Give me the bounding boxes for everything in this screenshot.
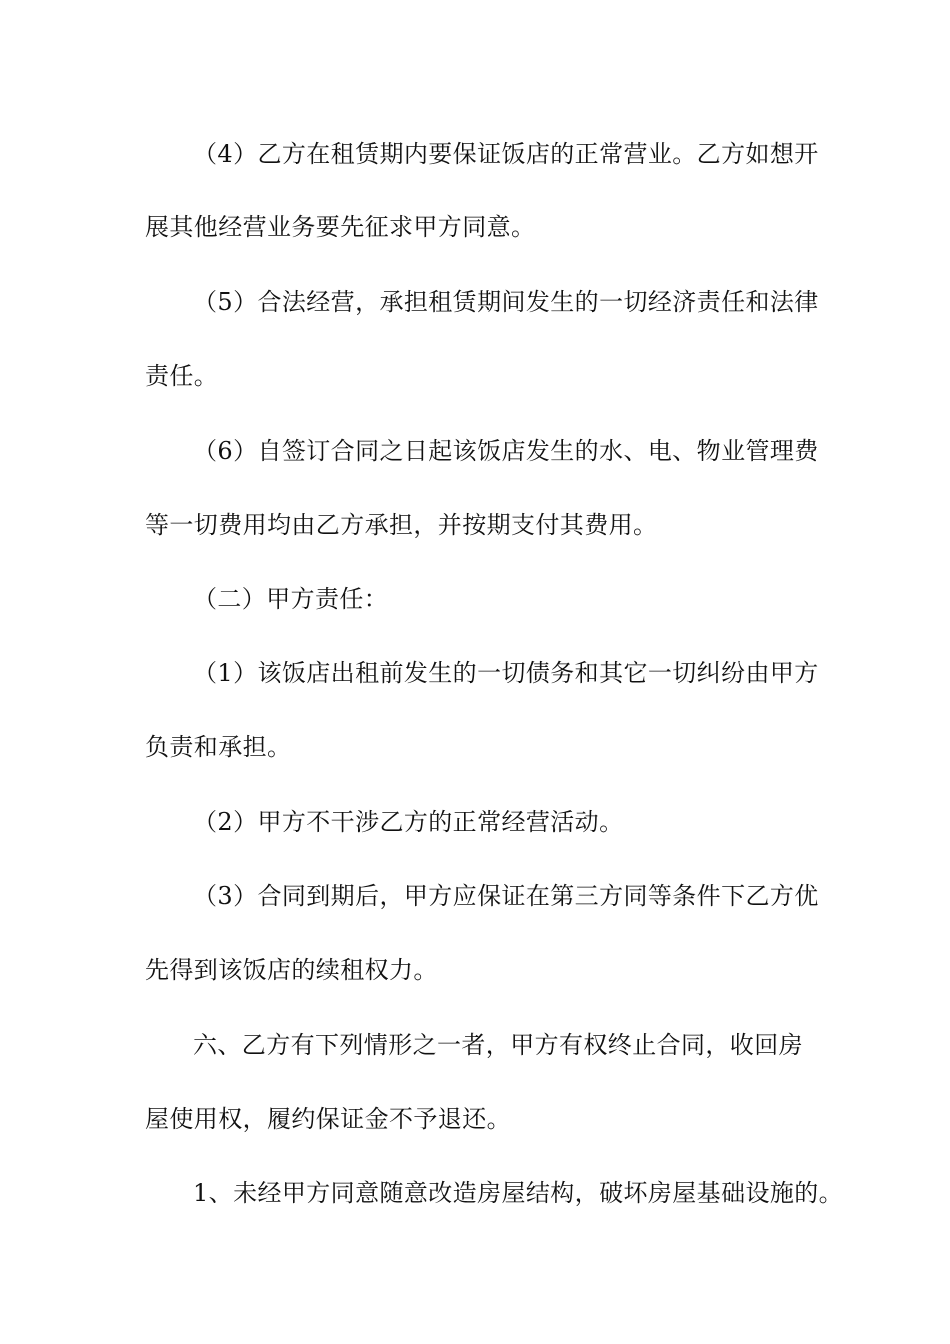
party-a-clause-1-line-1: （1）该饭店出租前发生的一切债务和其它一切纠纷由甲方	[193, 659, 819, 687]
clause-4-line-1: （4）乙方在租赁期内要保证饭店的正常营业。乙方如想开	[193, 140, 819, 168]
party-a-clause-2: （2）甲方不干涉乙方的正常经营活动。	[193, 808, 624, 836]
article-6-line-1: 六、乙方有下列情形之一者，甲方有权终止合同，收回房	[193, 1031, 803, 1059]
clause-5-line-1: （5）合法经营，承担租赁期间发生的一切经济责任和法律	[193, 288, 819, 316]
clause-6-line-1: （6）自签订合同之日起该饭店发生的水、电、物业管理费	[193, 437, 819, 465]
clause-6-line-2: 等一切费用均由乙方承担，并按期支付其费用。	[145, 511, 658, 539]
article-6-line-2: 屋使用权，履约保证金不予退还。	[145, 1105, 511, 1133]
article-6-item-1: 1、未经甲方同意随意改造房屋结构，破坏房屋基础设施的。	[193, 1179, 844, 1207]
clause-5-line-2: 责任。	[145, 362, 219, 390]
section-heading-party-a: （二）甲方责任：	[193, 585, 389, 613]
party-a-clause-3-line-1: （3）合同到期后，甲方应保证在第三方同等条件下乙方优	[193, 882, 819, 910]
party-a-clause-3-line-2: 先得到该饭店的续租权力。	[145, 956, 438, 984]
clause-4-line-2: 展其他经营业务要先征求甲方同意。	[145, 213, 536, 241]
party-a-clause-1-line-2: 负责和承担。	[145, 733, 292, 761]
